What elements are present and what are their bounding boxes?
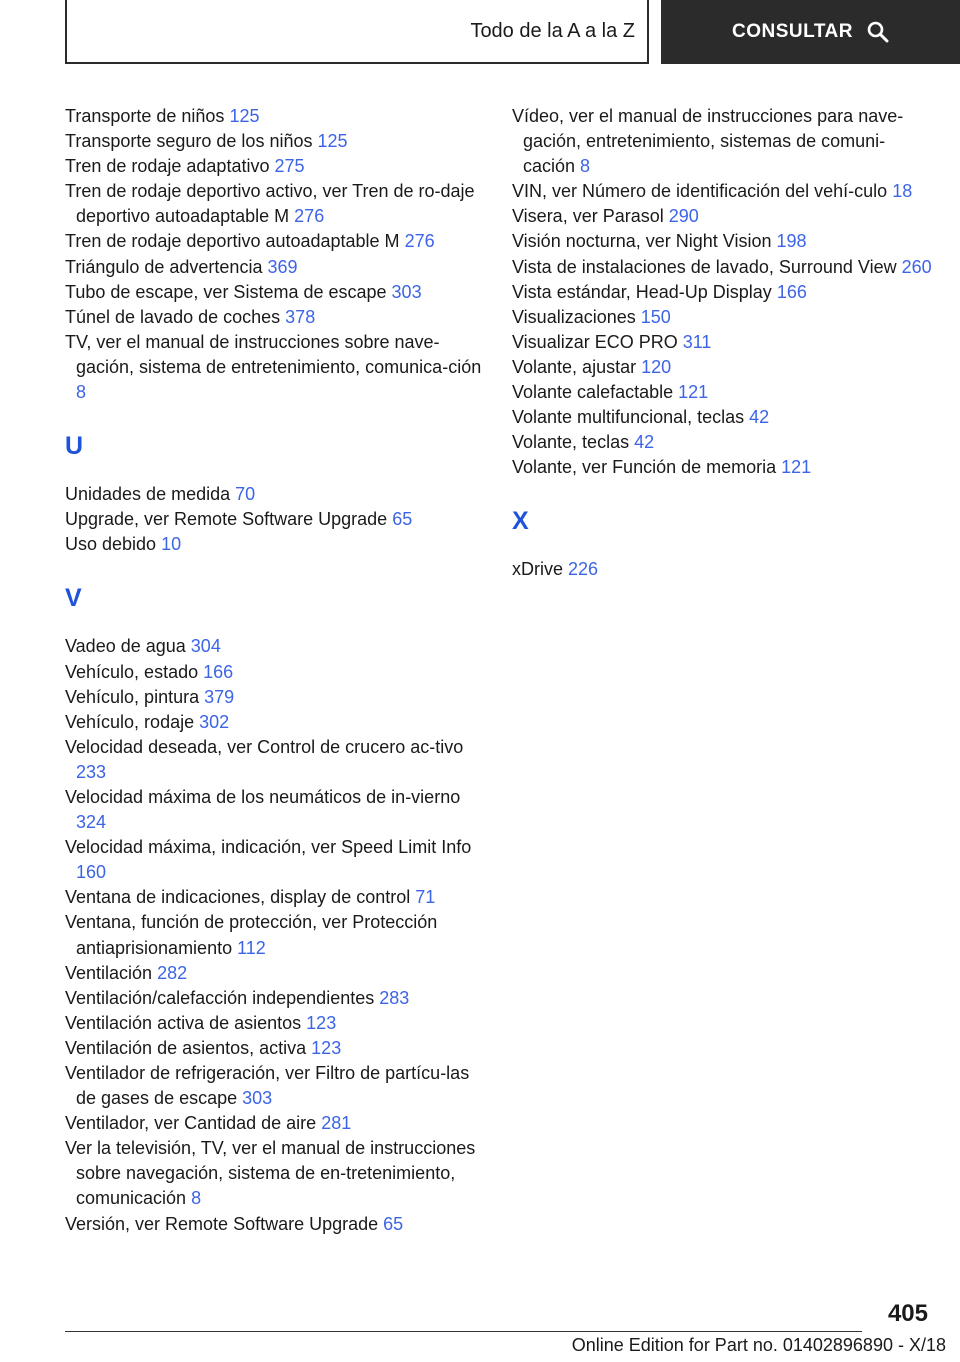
page-number: 405 [887, 1300, 928, 1327]
page-reference-link[interactable]: 8 [191, 1188, 202, 1209]
page-reference-link[interactable]: 281 [321, 1113, 352, 1134]
index-entry [65, 685, 485, 710]
index-entry-text: xDrive [512, 559, 564, 580]
index-entry [65, 255, 485, 280]
page-reference-link[interactable]: 304 [190, 636, 221, 657]
index-entry [65, 710, 485, 735]
index-entry [65, 532, 485, 557]
page-reference-link[interactable]: 166 [203, 661, 234, 682]
index-entry-text: Vehículo, rodaje [65, 711, 195, 732]
index-entry-text: Vehículo, estado [65, 661, 199, 682]
index-entry-text: Visualizaciones [512, 306, 636, 327]
page-reference-link[interactable]: 324 [76, 812, 107, 833]
index-entry-text: Vadeo de agua [65, 636, 186, 657]
page-reference-link[interactable]: 290 [668, 206, 699, 227]
page-reference-link[interactable]: 123 [311, 1037, 342, 1058]
index-entry-text: Ventana de indicaciones, display de control [65, 887, 411, 908]
index-entry [512, 330, 932, 355]
page-reference-link[interactable]: 18 [892, 181, 913, 202]
index-entry [65, 1212, 485, 1237]
page-reference-link[interactable]: 42 [634, 432, 655, 453]
index-entry [65, 1036, 485, 1061]
consult-label: CONSULTAR [732, 21, 853, 42]
index-entry [512, 104, 932, 179]
index-entry-text: Volante, teclas [512, 432, 630, 453]
index-entry [65, 885, 485, 910]
page-reference-link[interactable]: 123 [306, 1012, 337, 1033]
index-entry-text: Ventilación [65, 962, 153, 983]
index-entry [65, 1136, 485, 1211]
index-letter-heading: X [512, 507, 529, 536]
page-reference-link[interactable]: 369 [267, 256, 298, 277]
page-reference-link[interactable]: 276 [294, 206, 325, 227]
index-entry [65, 1011, 485, 1036]
page-reference-link[interactable]: 10 [161, 534, 182, 555]
index-entry-text: Volante, ajustar [512, 356, 637, 377]
page-reference-link[interactable]: 121 [781, 457, 812, 478]
index-entry-text: VIN, ver Número de identificación del vehí-culo [512, 181, 888, 202]
page-reference-link[interactable]: 226 [568, 559, 599, 580]
page-reference-link[interactable]: 121 [678, 382, 709, 403]
page-reference-link[interactable]: 120 [641, 356, 672, 377]
index-entry-text: Triángulo de advertencia [65, 256, 263, 277]
page-reference-link[interactable]: 275 [274, 156, 305, 177]
index-entry [512, 557, 932, 582]
index-entry [65, 179, 485, 229]
index-entry [512, 255, 932, 280]
index-entry [65, 634, 485, 659]
page-reference-link[interactable]: 70 [235, 484, 256, 505]
index-entry-text: Versión, ver Remote Software Upgrade [65, 1213, 379, 1234]
index-entry-text: Volante calefactable [512, 382, 674, 403]
page-reference-link[interactable]: 8 [580, 156, 591, 177]
index-entry-text: Ventilador de refrigeración, ver Filtro de partícu-las de gases de escape [65, 1063, 470, 1109]
index-entry [65, 507, 485, 532]
index-entry-text: Vista de instalaciones de lavado, Surround View [512, 256, 897, 277]
index-entry-text: Vídeo, ver el manual de instrucciones para nave-gación, entretenimiento, sistemas de comuni-cación [512, 106, 904, 177]
consult-button[interactable] [661, 0, 960, 64]
page-reference-link[interactable]: 311 [682, 331, 712, 352]
section-header [65, 0, 649, 64]
index-entry [65, 280, 485, 305]
index-entry-text: Transporte de niños [65, 106, 225, 126]
page-reference-link[interactable]: 282 [157, 962, 188, 983]
index-entry [512, 380, 932, 405]
index-entry [65, 1061, 485, 1111]
index-entry-text: Ventilación activa de asientos [65, 1012, 302, 1033]
page-reference-link[interactable]: 166 [776, 281, 807, 302]
page-reference-link[interactable]: 283 [379, 987, 410, 1008]
page-reference-link[interactable]: 125 [229, 106, 260, 126]
index-entry [65, 1111, 485, 1136]
page-reference-link[interactable]: 65 [392, 509, 413, 530]
index-entry-text: Vehículo, pintura [65, 686, 200, 707]
index-entry [65, 482, 485, 507]
page-reference-link[interactable]: 112 [237, 937, 266, 958]
index-entry [512, 455, 932, 480]
page-reference-link[interactable]: 42 [749, 407, 770, 428]
index-entry [65, 154, 485, 179]
index-entry-text: Velocidad deseada, ver Control de crucero ac-tivo [65, 736, 464, 757]
index-entry [512, 305, 932, 330]
index-entry [65, 910, 485, 960]
index-entry [512, 229, 932, 254]
index-entry-text: Unidades de medida [65, 484, 231, 505]
search-icon [867, 21, 889, 43]
index-entry [65, 660, 485, 685]
index-entry-text: Uso debido [65, 534, 157, 555]
index-entry-text: Tren de rodaje adaptativo [65, 156, 270, 177]
index-entry [512, 179, 932, 204]
page-reference-link[interactable]: 303 [242, 1088, 273, 1109]
index-entry [65, 986, 485, 1011]
page-reference-link[interactable]: 276 [404, 231, 435, 252]
index-entry-text: Transporte seguro de los niños [65, 131, 313, 152]
index-entry [65, 330, 485, 405]
page-reference-link[interactable]: 198 [776, 231, 807, 252]
page-reference-link[interactable]: 233 [76, 761, 107, 782]
index-entry-text: Ventilación/calefacción independientes [65, 987, 375, 1008]
index-entry-text: Vista estándar, Head-Up Display [512, 281, 772, 302]
index-entry-text: Túnel de lavado de coches [65, 306, 281, 327]
index-entry-text: Ventilación de asientos, activa [65, 1037, 307, 1058]
page-reference-link[interactable]: 303 [391, 281, 422, 302]
index-entry-text: Tubo de escape, ver Sistema de escape [65, 281, 387, 302]
index-entry-text: Ventana, función de protección, ver Protección antiaprisionamiento [65, 912, 438, 958]
page-reference-link[interactable]: 260 [901, 256, 932, 277]
index-entry-text: Tren de rodaje deportivo activo, ver Tren de ro-daje deportivo autoadaptable M [65, 181, 475, 227]
index-entry [512, 355, 932, 380]
index-entry-text: Upgrade, ver Remote Software Upgrade [65, 509, 388, 530]
index-entry [65, 104, 485, 129]
index-entry [512, 430, 932, 455]
page-reference-link[interactable]: 150 [640, 306, 671, 327]
index-entry-text: Velocidad máxima de los neumáticos de in-vierno [65, 786, 461, 807]
index-entry-text: Visión nocturna, ver Night Vision [512, 231, 772, 252]
index-entry-text: Visera, ver Parasol [512, 206, 664, 227]
index-entry-text: Tren de rodaje deportivo autoadaptable M [65, 231, 400, 252]
index-letter-heading: V [65, 584, 82, 613]
page-reference-link[interactable]: 8 [76, 382, 87, 403]
index-entry [65, 735, 485, 785]
page-reference-link[interactable]: 378 [285, 306, 316, 327]
page-reference-link[interactable]: 125 [317, 131, 348, 152]
section-title: Todo de la A a la Z [470, 19, 635, 42]
index-column-left [65, 104, 485, 1237]
index-entry [65, 129, 485, 154]
index-entry [65, 305, 485, 330]
footer-edition: Online Edition for Part no. 01402896890 - X/18 [571, 1335, 946, 1355]
page-reference-link[interactable]: 65 [383, 1213, 404, 1234]
index-entry-text: Ver la televisión, TV, ver el manual de instrucciones sobre navegación, sistema de en-tretenimiento, comunicación [65, 1138, 476, 1209]
index-entry-text: TV, ver el manual de instrucciones sobre nave-gación, sistema de entretenimiento, comunica-ción [65, 331, 482, 377]
footer-divider [65, 1331, 862, 1332]
index-entry-text: Volante, ver Función de memoria [512, 457, 777, 478]
index-entry [65, 229, 485, 254]
page-reference-link[interactable]: 71 [415, 887, 436, 908]
index-entry-text: Ventilador, ver Cantidad de aire [65, 1113, 317, 1134]
page-reference-link[interactable]: 379 [204, 686, 235, 707]
index-entry [65, 785, 485, 835]
index-entry [512, 204, 932, 229]
index-entry [512, 405, 932, 430]
index-entry-text: Velocidad máxima, indicación, ver Speed Limit Info [65, 837, 472, 858]
page-reference-link[interactable]: 302 [199, 711, 230, 732]
index-entry [65, 961, 485, 986]
index-entry [512, 280, 932, 305]
index-entry-text: Volante multifuncional, teclas [512, 407, 745, 428]
page-reference-link[interactable]: 160 [76, 862, 107, 883]
index-entry [65, 835, 485, 885]
index-column-right [512, 104, 932, 583]
index-entry-text: Visualizar ECO PRO [512, 331, 678, 352]
index-letter-heading: U [65, 432, 84, 461]
